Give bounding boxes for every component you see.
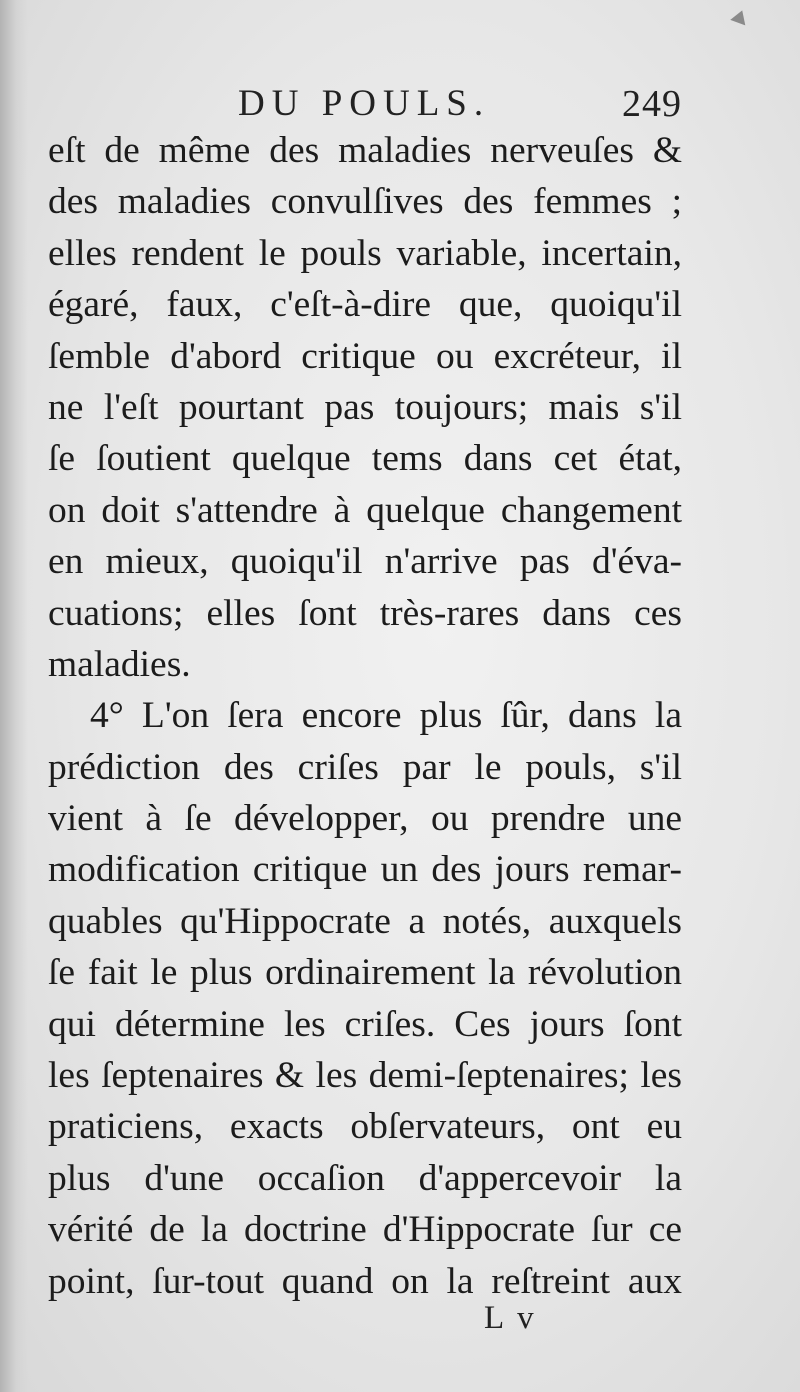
text-line: ſemble d'abord critique ou excréteur, il [48,335,682,377]
page-header [238,78,682,130]
text-line: elles rendent le pouls variable, incertain, [48,232,682,274]
text-line: qui détermine les criſes. Ces jours ſont [48,1003,682,1045]
text-line: maladies. [48,643,191,685]
signature-mark: L v [484,1300,537,1336]
text-line: plus d'une occaſion d'appercevoir la [48,1157,682,1199]
text-line: vérité de la doctrine d'Hippocrate ſur ce [48,1209,682,1251]
text-line: ne l'eſt pourtant pas toujours; mais s'il [48,386,682,428]
text-line: on doit s'attendre à quelque changement [48,489,682,531]
text-line: en mieux, quoiqu'il n'arrive pas d'éva- [48,541,682,583]
corner-blot [730,8,749,26]
text-line: praticiens, exacts obſervateurs, ont eu [48,1106,682,1148]
page-gutter-shadow [0,0,28,1392]
text-line: cuations; elles ſont très-rares dans ces [48,592,682,634]
text-line: ſe fait le plus ordinairement la révolution [48,952,682,994]
text-line: quables qu'Hippocrate a notés, auxquels [48,900,682,942]
text-line: prédiction des criſes par le pouls, s'il [48,746,682,788]
text-line: égaré, faux, c'eſt-à-dire que, quoiqu'il [48,284,682,326]
page-number: 249 [622,83,682,125]
text-line: les ſeptenaires & les demi-ſeptenaires; les [48,1055,682,1097]
text-line: vient à ſe développer, ou prendre une [48,798,682,840]
text-line: point, ſur-tout quand on la reſtreint aux [48,1260,682,1302]
running-head: DU POULS. [238,83,491,124]
text-line: 4° L'on ſera encore plus ſûr, dans la [90,695,682,737]
body-text [48,125,682,1307]
text-line: eſt de même des maladies nerveuſes & [48,130,682,171]
text-line: des maladies convulſives des femmes ; [48,181,682,223]
text-line: ſe ſoutient quelque tems dans cet état, [48,438,682,480]
text-line: modification critique un des jours remar- [48,849,682,891]
